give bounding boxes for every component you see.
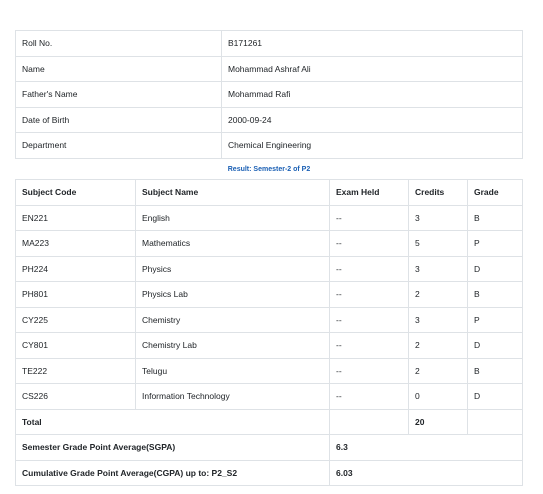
result-title: Result: Semester-2 of P2 [227,165,311,173]
credits-cell: 2 [409,333,468,359]
subject-code-cell: CY225 [16,307,136,333]
total-row [16,409,523,435]
credits-cell: 2 [409,358,468,384]
sgpa-row [16,435,523,461]
subject-row [16,205,523,231]
result-page [15,30,523,486]
grade-cell: B [468,205,523,231]
grade-cell: D [468,384,523,410]
subject-row [16,282,523,308]
grade-cell: B [468,282,523,308]
student-info-row [16,56,523,82]
student-info-row [16,133,523,159]
total-grade-cell [468,409,523,435]
grade-cell: D [468,333,523,359]
cgpa-value: 6.03 [330,460,523,486]
grade-cell: P [468,307,523,333]
info-label: Department [16,133,222,159]
info-label: Date of Birth [16,107,222,133]
info-value: Mohammad Rafi [222,82,523,108]
grade-cell: P [468,231,523,257]
header-credits: Credits [409,179,468,205]
info-label: Roll No. [16,31,222,57]
exam-held-cell: -- [330,384,409,410]
subject-code-cell: MA223 [16,231,136,257]
student-info-row [16,107,523,133]
exam-held-cell: -- [330,307,409,333]
info-value: Mohammad Ashraf Ali [222,56,523,82]
credits-cell: 5 [409,231,468,257]
subject-code-cell: PH801 [16,282,136,308]
subject-row [16,307,523,333]
subject-code-cell: TE222 [16,358,136,384]
subject-name-cell: Mathematics [136,231,330,257]
grade-cell: B [468,358,523,384]
info-label: Father's Name [16,82,222,108]
student-info-row [16,82,523,108]
subject-name-cell: Telugu [136,358,330,384]
results-header-row [16,179,523,205]
sgpa-label: Semester Grade Point Average(SGPA) [16,435,330,461]
grade-cell: D [468,256,523,282]
cgpa-label: Cumulative Grade Point Average(CGPA) up to: P2_S2 [16,460,330,486]
credits-cell: 3 [409,256,468,282]
subject-row [16,256,523,282]
header-exam-held: Exam Held [330,179,409,205]
subject-name-cell: Chemistry Lab [136,333,330,359]
exam-held-cell: -- [330,231,409,257]
exam-held-cell: -- [330,282,409,308]
subject-name-cell: Physics [136,256,330,282]
info-value: 2000-09-24 [222,107,523,133]
subject-name-cell: English [136,205,330,231]
subject-code-cell: PH224 [16,256,136,282]
subject-name-cell: Information Technology [136,384,330,410]
results-table [15,179,523,487]
exam-held-cell: -- [330,256,409,282]
header-grade: Grade [468,179,523,205]
subject-name-cell: Chemistry [136,307,330,333]
info-value: Chemical Engineering [222,133,523,159]
credits-cell: 2 [409,282,468,308]
subject-row [16,358,523,384]
credits-cell: 3 [409,205,468,231]
total-label: Total [16,409,330,435]
subject-row [16,231,523,257]
exam-held-cell: -- [330,333,409,359]
subject-code-cell: CS226 [16,384,136,410]
exam-held-cell: -- [330,205,409,231]
header-subject-name: Subject Name [136,179,330,205]
student-info-row [16,31,523,57]
total-exam-cell [330,409,409,435]
subject-code-cell: EN221 [16,205,136,231]
info-label: Name [16,56,222,82]
cgpa-row [16,460,523,486]
exam-held-cell: -- [330,358,409,384]
subject-name-cell: Physics Lab [136,282,330,308]
subject-code-cell: CY801 [16,333,136,359]
student-info-table [15,30,523,159]
subject-row [16,384,523,410]
header-subject-code: Subject Code [16,179,136,205]
credits-cell: 3 [409,307,468,333]
credits-cell: 0 [409,384,468,410]
info-value: B171261 [222,31,523,57]
sgpa-value: 6.3 [330,435,523,461]
subject-row [16,333,523,359]
total-credits: 20 [409,409,468,435]
